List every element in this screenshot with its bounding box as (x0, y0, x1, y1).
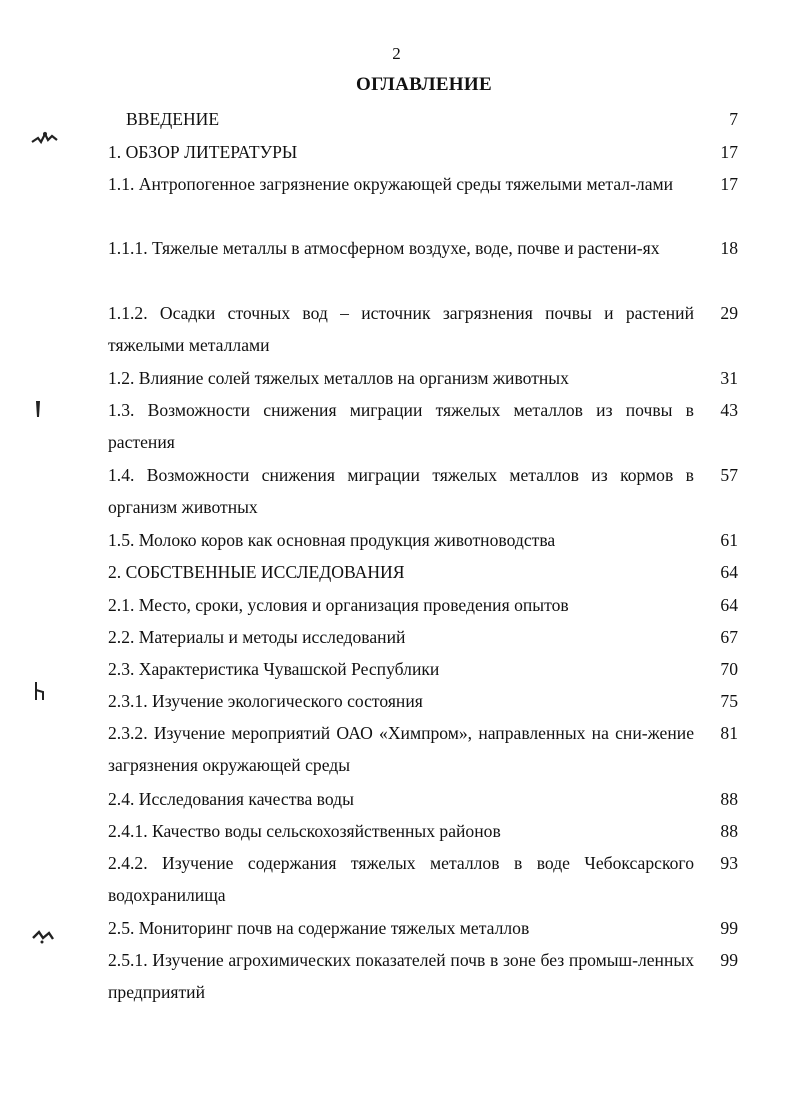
scan-mark-icon (33, 398, 43, 420)
toc-entry[interactable] (108, 653, 740, 685)
toc-entry-page: 99 (720, 950, 738, 970)
scan-mark-icon (30, 128, 60, 148)
toc-entry[interactable] (108, 717, 740, 781)
toc-entry-page: 18 (720, 238, 738, 258)
toc-entry-text: 2.5.1. Изучение агрохимических показателей почв в зоне без промыш-ленных предприятий (108, 950, 694, 1002)
toc-entry-page: 93 (720, 853, 738, 873)
toc-entry[interactable] (108, 297, 740, 361)
toc-entry[interactable] (108, 589, 740, 621)
toc-entry-text: 1.1. Антропогенное загрязнение окружающей среды тяжелыми метал-лами (108, 174, 674, 194)
toc-entry-page: 43 (720, 400, 738, 420)
toc-entry-page: 29 (720, 303, 738, 323)
toc-entry-page: 67 (720, 627, 738, 647)
toc-entry-text: 2.3. Характеристика Чувашской Республики (108, 659, 440, 679)
toc-entry-text: 2.4. Исследования качества воды (108, 789, 354, 809)
toc-entry-page: 64 (720, 562, 738, 582)
toc-entry[interactable] (108, 815, 740, 847)
toc-entry-text: 1.1.1. Тяжелые металлы в атмосферном воздухе, воде, почве и растени-ях (108, 238, 660, 258)
toc-entry-text: 1.3. Возможности снижения миграции тяжелых металлов из почвы в растения (108, 400, 694, 452)
toc-entry-text: ВВЕДЕНИЕ (126, 109, 220, 129)
toc-entry[interactable] (108, 783, 740, 815)
toc-entry[interactable] (126, 103, 740, 135)
toc-entry-text: 1.2. Влияние солей тяжелых металлов на организм животных (108, 368, 569, 388)
toc-entry-page: 88 (720, 789, 738, 809)
toc-entry-page: 17 (720, 142, 738, 162)
toc-entry-text: 2.3.1. Изучение экологического состояния (108, 691, 423, 711)
toc-entry-page: 88 (720, 821, 738, 841)
toc-entry[interactable] (108, 944, 740, 1008)
toc-entry-page: 99 (720, 918, 738, 938)
toc-entry-page: 81 (720, 723, 738, 743)
toc-entry-page: 75 (720, 691, 738, 711)
toc-entry-text: 2.4.1. Качество воды сельскохозяйственных районов (108, 821, 501, 841)
toc-entry[interactable] (108, 362, 740, 394)
toc-entry[interactable] (108, 685, 740, 717)
scan-mark-icon (30, 924, 56, 946)
toc-entry[interactable] (108, 912, 740, 944)
toc-entry-text: 2.4.2. Изучение содержания тяжелых металлов в воде Чебоксарского водохранилища (108, 853, 694, 905)
toc-entry-text: 1. ОБЗОР ЛИТЕРАТУРЫ (108, 142, 298, 162)
toc-entry-page: 57 (720, 465, 738, 485)
toc-entry-text: 2.2. Материалы и методы исследований (108, 627, 406, 647)
toc-entry-text: 2.3.2. Изучение мероприятий ОАО «Химпром», направленных на сни-жение загрязнения окружающей среды (108, 723, 694, 775)
toc-entry[interactable] (108, 621, 740, 653)
toc-entry-text: 2.5. Мониторинг почв на содержание тяжелых металлов (108, 918, 530, 938)
toc-entry-text: 1.1.2. Осадки сточных вод – источник загрязнения почвы и растений тяжелыми металлами (108, 303, 694, 355)
toc-entry[interactable] (108, 524, 740, 556)
toc-entry[interactable] (108, 232, 740, 264)
toc-entry[interactable] (108, 459, 740, 523)
page-number: 2 (392, 44, 401, 63)
scan-mark-icon (33, 680, 47, 702)
toc-entry[interactable] (108, 394, 740, 458)
toc-entry-text: 2.1. Место, сроки, условия и организация проведения опытов (108, 595, 569, 615)
toc-entry-page: 17 (720, 174, 738, 194)
toc-entry-page: 64 (720, 595, 738, 615)
toc-entry-page: 70 (720, 659, 738, 679)
toc-entry-text: 1.4. Возможности снижения миграции тяжелых металлов из кормов в организм животных (108, 465, 694, 517)
toc-entry[interactable] (108, 168, 740, 200)
toc-entry[interactable] (108, 556, 740, 588)
toc-title: ОГЛАВЛЕНИЕ (356, 74, 492, 95)
toc-entry-text: 2. СОБСТВЕННЫЕ ИССЛЕДОВАНИЯ (108, 562, 405, 582)
toc-entry-page: 31 (720, 368, 738, 388)
toc-entry[interactable] (108, 136, 740, 168)
toc-entry[interactable] (108, 847, 740, 911)
toc-entry-page: 7 (729, 109, 738, 129)
toc-entry-page: 61 (720, 530, 738, 550)
toc-entry-text: 1.5. Молоко коров как основная продукция животноводства (108, 530, 556, 550)
